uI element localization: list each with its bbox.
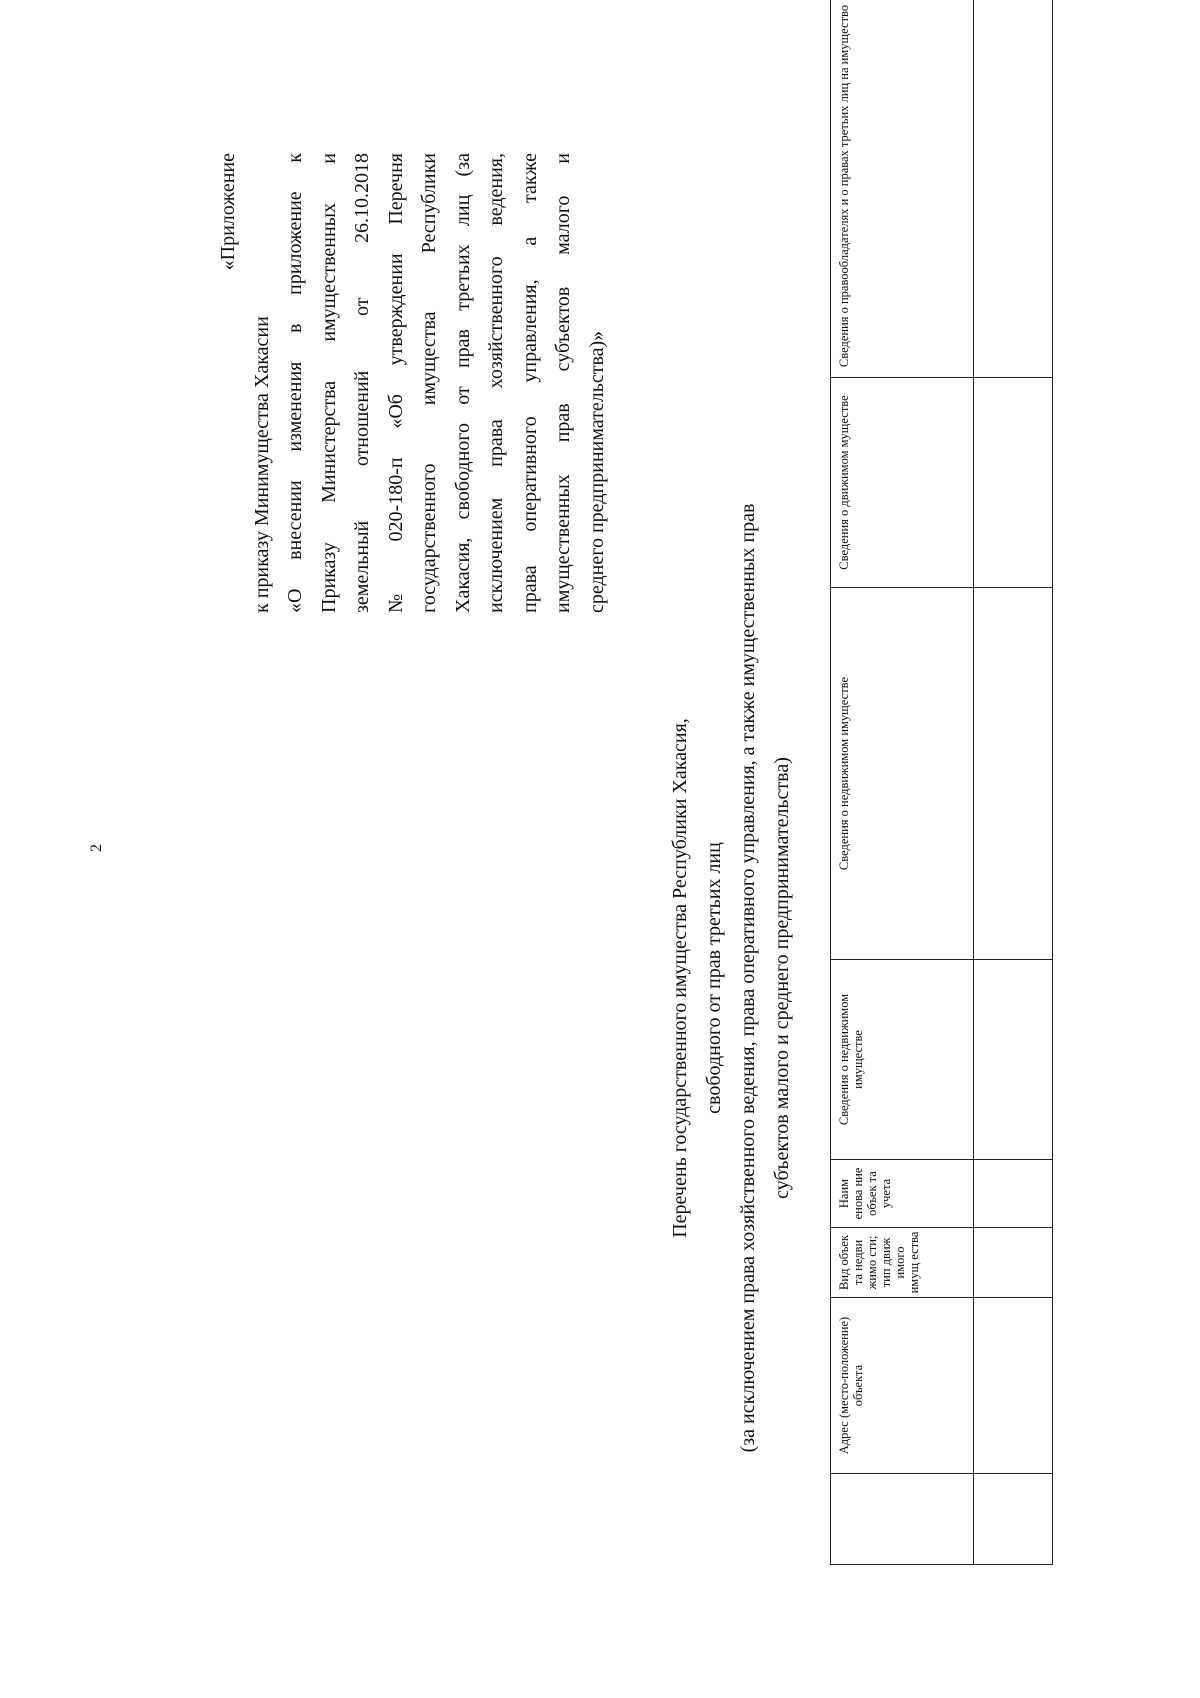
appendix-line: № 020-180-п «Об утверждении Перечня <box>384 153 407 613</box>
header-cell: Сведения о недвижимом имуществе <box>831 588 974 960</box>
appendix-line: среднего предпринимательства)» <box>585 330 608 613</box>
appendix-line: «Приложение <box>217 153 239 271</box>
appendix-line: земельный отношений от 26.10.2018 <box>351 153 373 613</box>
header-cell: Адрес (место-положение) объекта <box>831 1298 974 1474</box>
table-cell <box>974 960 1053 1160</box>
title-line: (за исключением права хозяйственного ведения, права оперативного управления, а также имущественных прав <box>737 503 759 1453</box>
title-line: Перечень государственного имущества Республики Хакасия, <box>669 718 691 1238</box>
appendix-block <box>212 153 614 613</box>
appendix-line: Хакасия, свободного от прав третьих лиц (за <box>451 153 474 613</box>
property-table <box>830 0 1053 1565</box>
appendix-line: к приказу Минимущества Хакасии <box>250 316 273 613</box>
header-cell: Сведения о недвижимом имуществе <box>831 960 974 1160</box>
header-cell: Вид объек та недви жимо сти; тип движ имого имущ ества <box>831 1228 974 1298</box>
title-line: субъектов малого и среднего предпринимательства) <box>771 757 793 1199</box>
appendix-line: Приказу Министерства имущественных и <box>317 153 340 613</box>
document-title <box>663 478 799 1478</box>
appendix-line: государственного имущества Республики <box>418 153 440 613</box>
title-line: свободного от прав третьих лиц <box>703 842 725 1114</box>
table-cell <box>974 378 1053 588</box>
table-cell <box>974 1474 1053 1565</box>
appendix-line: права оперативного управления, а также <box>518 153 541 613</box>
table-row <box>974 0 1053 1565</box>
page-number: 2 <box>88 844 105 852</box>
table-cell <box>974 1228 1053 1298</box>
table-cell <box>974 0 1053 378</box>
appendix-line: исключением права хозяйственного ведения, <box>485 153 507 613</box>
header-cell: Сведения о правообладателях и о правах третьих лиц на имущество <box>831 0 974 378</box>
table-cell <box>974 1298 1053 1474</box>
header-cell <box>831 1474 974 1565</box>
table-header-row <box>831 0 974 1565</box>
header-cell: Наим енова ние объек та учета <box>831 1160 974 1228</box>
appendix-line: имущественных прав субъектов малого и <box>552 153 574 613</box>
table-cell <box>974 588 1053 960</box>
header-cell: Сведения о движимом муществе <box>831 378 974 588</box>
appendix-line: «О внесении изменения в приложение к <box>284 153 306 613</box>
table-cell <box>974 1160 1053 1228</box>
